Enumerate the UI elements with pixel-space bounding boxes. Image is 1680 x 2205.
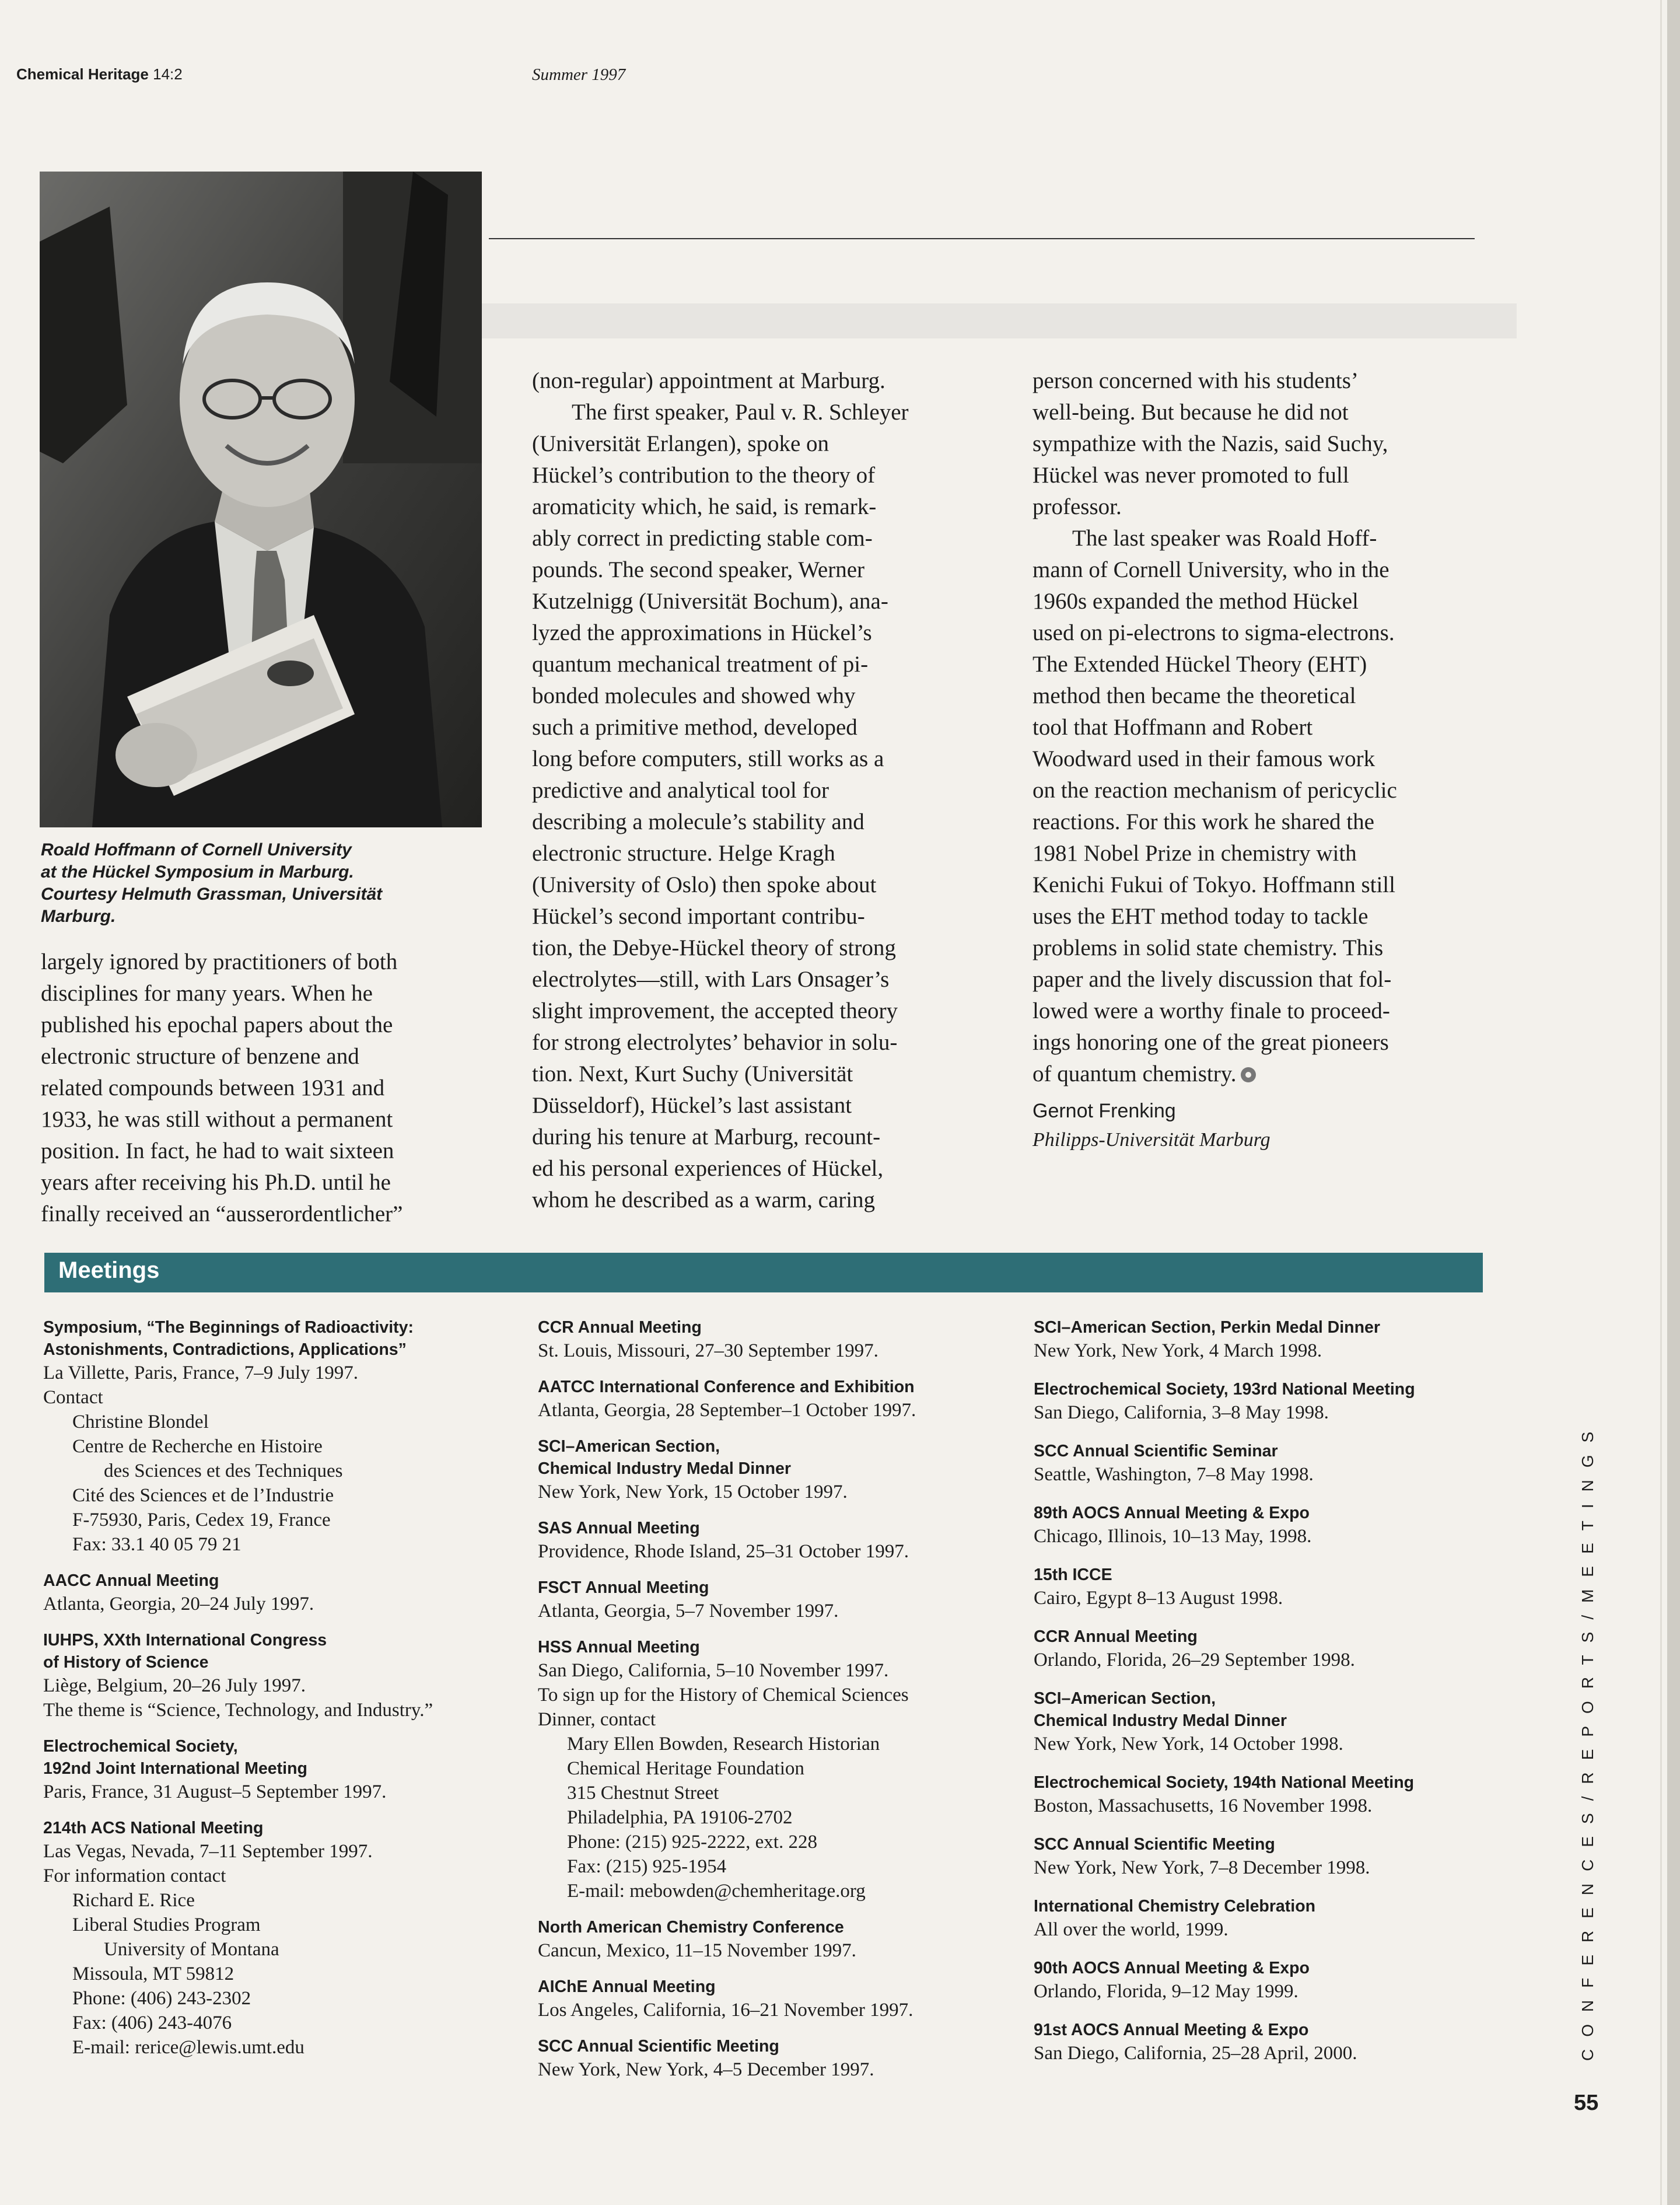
meeting-detail: Chicago, Illinois, 10–13 May, 1998. — [1034, 1526, 1312, 1547]
meeting-detail: Paris, France, 31 August–5 September 1997. — [43, 1781, 387, 1802]
article-line: bonded molecules and showed why — [532, 683, 856, 708]
meeting-entry — [1034, 1833, 1512, 1880]
meeting-title: Chemical Industry Medal Dinner — [1034, 1711, 1287, 1730]
meeting-entry — [538, 1376, 1016, 1423]
meeting-title: IUHPS, XXth International Congress — [43, 1631, 327, 1650]
article-line: for strong electrolytes’ behavior in solu- — [532, 1030, 898, 1055]
meeting-title: SCI–American Section, — [538, 1437, 720, 1456]
author-name: Gernot Frenking — [1032, 1100, 1176, 1122]
article-line: Hückel’s second important contribu- — [532, 904, 865, 929]
article-line: Hückel’s contribution to the theory of — [532, 463, 876, 488]
article-line: well-being. But because he did not — [1032, 400, 1349, 425]
meeting-detail: To sign up for the History of Chemical Sciences — [538, 1685, 909, 1706]
meeting-entry — [1034, 1502, 1512, 1549]
article-line-final — [1032, 1058, 1493, 1090]
article-line: Düsseldorf), Hückel’s last assistant — [532, 1093, 852, 1118]
article-line: finally received an “ausserordentlicher” — [41, 1201, 403, 1226]
caption-line: at the Hückel Symposium in Marburg. — [41, 862, 354, 882]
meetings-column-2 — [538, 1316, 1016, 2095]
article-line: electronic structure of benzene and — [41, 1044, 359, 1069]
meeting-detail: Fax: 33.1 40 05 79 21 — [72, 1534, 242, 1555]
article-line: largely ignored by practitioners of both — [41, 949, 398, 974]
meeting-entry — [43, 1735, 498, 1804]
meeting-title: SCC Annual Scientific Seminar — [1034, 1442, 1278, 1460]
meeting-title: 15th ICCE — [1034, 1565, 1112, 1584]
article-line: 1960s expanded the method Hückel — [1032, 589, 1359, 614]
meeting-detail: Orlando, Florida, 26–29 September 1998. — [1034, 1650, 1355, 1671]
meeting-title: North American Chemistry Conference — [538, 1918, 844, 1937]
meeting-entry — [538, 1435, 1016, 1504]
meeting-detail: F-75930, Paris, Cedex 19, France — [72, 1509, 331, 1530]
article-line-text: of quantum chemistry. — [1032, 1061, 1237, 1086]
meetings-column-3 — [1034, 1316, 1512, 2081]
article-line: position. In fact, he had to wait sixteen — [41, 1138, 394, 1163]
meeting-detail: Orlando, Florida, 9–12 May 1999. — [1034, 1981, 1298, 2002]
caption-line: Roald Hoffmann of Cornell University — [41, 840, 352, 859]
meeting-entry — [1034, 1316, 1512, 1363]
meeting-detail: Liège, Belgium, 20–26 July 1997. — [43, 1675, 306, 1696]
meeting-detail: Centre de Recherche en Histoire — [72, 1436, 323, 1457]
meeting-detail: Liberal Studies Program — [72, 1914, 261, 1935]
meeting-detail: E-mail: mebowden@chemheritage.org — [567, 1881, 866, 1902]
section-rule — [489, 238, 1475, 239]
meeting-detail: Boston, Massachusetts, 16 November 1998. — [1034, 1795, 1373, 1816]
meeting-detail: San Diego, California, 5–10 November 1997. — [538, 1660, 889, 1681]
meeting-detail: des Sciences et des Techniques — [104, 1460, 343, 1481]
article-line: whom he described as a warm, caring — [532, 1187, 876, 1212]
meeting-entry — [1034, 1440, 1512, 1487]
meeting-detail: St. Louis, Missouri, 27–30 September 1997. — [538, 1340, 878, 1361]
issue-season: Summer 1997 — [532, 65, 626, 84]
article-line: mann of Cornell University, who in the — [1032, 557, 1390, 582]
meeting-detail: Atlanta, Georgia, 5–7 November 1997. — [538, 1601, 839, 1622]
meeting-title: AATCC International Conference and Exhibition — [538, 1378, 915, 1396]
meeting-detail: Cité des Sciences et de l’Industrie — [72, 1485, 334, 1506]
article-line: The last speaker was Roald Hoff- — [1072, 526, 1377, 551]
article-line: published his epochal papers about the — [41, 1012, 393, 1037]
journal-name: Chemical Heritage — [16, 65, 149, 83]
caption-line: Courtesy Helmuth Grassman, Universität — [41, 885, 383, 904]
meeting-detail: For information contact — [43, 1865, 226, 1886]
meeting-detail: New York, New York, 7–8 December 1998. — [1034, 1857, 1370, 1878]
meeting-title: SCC Annual Scientific Meeting — [538, 2037, 779, 2056]
meeting-title: 89th AOCS Annual Meeting & Expo — [1034, 1504, 1310, 1522]
page-edge-highlight — [1660, 0, 1662, 2205]
article-line: predictive and analytical tool for — [532, 778, 829, 803]
article-column-1 — [41, 946, 484, 1230]
article-line: (non-regular) appointment at Marburg. — [532, 368, 886, 393]
article-line: uses the EHT method today to tackle — [1032, 904, 1368, 929]
article-line: (Universität Erlangen), spoke on — [532, 431, 830, 456]
meeting-detail: Chemical Heritage Foundation — [567, 1758, 804, 1779]
meeting-entry — [1034, 1771, 1512, 1818]
meeting-detail: E-mail: rerice@lewis.umt.edu — [72, 2037, 304, 2058]
meeting-title: Electrochemical Society, 194th National Meeting — [1034, 1773, 1415, 1792]
meeting-title: International Chemistry Celebration — [1034, 1897, 1316, 1916]
meeting-title: Symposium, “The Beginnings of Radioactivity: — [43, 1318, 414, 1337]
meeting-detail: Las Vegas, Nevada, 7–11 September 1997. — [43, 1841, 373, 1862]
article-line: long before computers, still works as a — [532, 746, 884, 771]
portrait-photo — [40, 172, 482, 827]
meeting-title: Electrochemical Society, — [43, 1737, 238, 1756]
meeting-entry — [538, 1916, 1016, 1963]
page-edge — [1667, 0, 1680, 2205]
meeting-entry — [43, 1316, 498, 1557]
article-line: used on pi-electrons to sigma-electrons. — [1032, 620, 1395, 645]
end-of-article-icon — [1241, 1067, 1256, 1082]
meeting-detail: 315 Chestnut Street — [567, 1783, 719, 1804]
page-number: 55 — [1574, 2091, 1599, 2115]
article-line: (University of Oslo) then spoke about — [532, 872, 877, 897]
meeting-title: SCC Annual Scientific Meeting — [1034, 1835, 1275, 1854]
article-line: person concerned with his students’ — [1032, 368, 1359, 393]
meeting-detail: Cairo, Egypt 8–13 August 1998. — [1034, 1588, 1283, 1609]
meeting-detail: Contact — [43, 1387, 103, 1408]
article-line: ed his personal experiences of Hückel, — [532, 1156, 884, 1181]
meeting-detail: University of Montana — [104, 1939, 279, 1960]
article-line: problems in solid state chemistry. This — [1032, 935, 1384, 960]
meeting-title: Astonishments, Contradictions, Applications” — [43, 1340, 407, 1359]
meeting-entry — [1034, 1378, 1512, 1425]
meeting-entry — [1034, 1626, 1512, 1672]
article-line: slight improvement, the accepted theory — [532, 998, 898, 1023]
meetings-heading-bar — [44, 1253, 1483, 1292]
caption-line: Marburg. — [41, 907, 116, 926]
article-line: 1933, he was still without a permanent — [41, 1107, 393, 1132]
meeting-detail: New York, New York, 4–5 December 1997. — [538, 2059, 874, 2080]
meeting-detail: The theme is “Science, Technology, and Industry.” — [43, 1700, 433, 1721]
article-line: electrolytes—still, with Lars Onsager’s — [532, 967, 890, 992]
article-line: sympathize with the Nazis, said Suchy, — [1032, 431, 1388, 456]
article-line: related compounds between 1931 and — [41, 1075, 385, 1100]
meeting-detail: Christine Blondel — [72, 1411, 209, 1432]
meeting-detail: Dinner, contact — [538, 1709, 656, 1730]
meeting-title: CCR Annual Meeting — [538, 1318, 702, 1337]
meetings-column-1 — [43, 1316, 498, 2073]
article-line: during his tenure at Marburg, recount- — [532, 1124, 881, 1149]
meeting-detail: Atlanta, Georgia, 28 September–1 October 1997. — [538, 1400, 916, 1421]
meeting-detail: San Diego, California, 3–8 May 1998. — [1034, 1402, 1329, 1423]
article-line: electronic structure. Helge Kragh — [532, 841, 835, 866]
meeting-detail: Fax: (406) 243-4076 — [72, 2012, 232, 2033]
meeting-detail: Los Angeles, California, 16–21 November 1997. — [538, 2000, 914, 2021]
article-line: 1981 Nobel Prize in chemistry with — [1032, 841, 1357, 866]
article-line: Hückel was never promoted to full — [1032, 463, 1349, 488]
meeting-detail: Fax: (215) 925-1954 — [567, 1856, 727, 1877]
article-line: lyzed the approximations in Hückel’s — [532, 620, 872, 645]
article-line: Kutzelnigg (Universität Bochum), ana- — [532, 589, 888, 614]
meeting-title: AIChE Annual Meeting — [538, 1977, 716, 1996]
article-line: quantum mechanical treatment of pi- — [532, 652, 869, 677]
meeting-title: HSS Annual Meeting — [538, 1638, 700, 1657]
meeting-detail: Cancun, Mexico, 11–15 November 1997. — [538, 1940, 856, 1961]
meeting-detail: Atlanta, Georgia, 20–24 July 1997. — [43, 1594, 314, 1615]
article-line: tion. Next, Kurt Suchy (Universität — [532, 1061, 853, 1086]
meeting-title: 90th AOCS Annual Meeting & Expo — [1034, 1959, 1310, 1977]
meeting-title: FSCT Annual Meeting — [538, 1578, 709, 1597]
meeting-detail: Richard E. Rice — [72, 1890, 195, 1911]
article-line: Kenichi Fukui of Tokyo. Hoffmann still — [1032, 872, 1395, 897]
meeting-entry — [538, 1577, 1016, 1623]
article-line: ably correct in predicting stable com- — [532, 526, 873, 551]
meeting-entry — [538, 1316, 1016, 1363]
article-line: aromaticity which, he said, is remark- — [532, 494, 877, 519]
article-line: describing a molecule’s stability and — [532, 809, 864, 834]
article-column-2 — [532, 365, 993, 1216]
meeting-detail: New York, New York, 15 October 1997. — [538, 1481, 848, 1502]
bleed-through-band — [478, 303, 1517, 338]
article-line: method then became the theoretical — [1032, 683, 1356, 708]
meeting-detail: New York, New York, 14 October 1998. — [1034, 1734, 1343, 1755]
meeting-title: 91st AOCS Annual Meeting & Expo — [1034, 2021, 1309, 2039]
meeting-detail: Phone: (406) 243-2302 — [72, 1988, 251, 2009]
meeting-title: Chemical Industry Medal Dinner — [538, 1459, 791, 1478]
article-line: pounds. The second speaker, Werner — [532, 557, 865, 582]
issue-number: 14:2 — [153, 65, 183, 83]
article-line: years after receiving his Ph.D. until he — [41, 1170, 391, 1195]
article-line: professor. — [1032, 494, 1122, 519]
photo-caption — [41, 839, 461, 928]
meeting-title: Electrochemical Society, 193rd National Meeting — [1034, 1380, 1415, 1399]
meeting-entry — [538, 1517, 1016, 1564]
meeting-detail: La Villette, Paris, France, 7–9 July 1997. — [43, 1362, 358, 1383]
meeting-title: SCI–American Section, — [1034, 1689, 1216, 1708]
meeting-entry — [1034, 1895, 1512, 1942]
meeting-entry — [43, 1570, 498, 1616]
article-line: reactions. For this work he shared the — [1032, 809, 1374, 834]
meeting-entry — [1034, 2019, 1512, 2066]
meeting-detail: San Diego, California, 25–28 April, 2000. — [1034, 2043, 1357, 2064]
meeting-title: of History of Science — [43, 1653, 209, 1672]
section-label-vertical: CONFERENCES/REPORTS/MEETINGS — [1578, 1419, 1597, 2061]
meeting-entry — [43, 1629, 498, 1722]
meeting-detail: All over the world, 1999. — [1034, 1919, 1228, 1940]
meeting-detail: Mary Ellen Bowden, Research Historian — [567, 1734, 880, 1755]
article-line: on the reaction mechanism of pericyclic — [1032, 778, 1397, 803]
article-column-3 — [1032, 365, 1493, 1153]
article-line: paper and the lively discussion that fol- — [1032, 967, 1392, 992]
meeting-detail: Philadelphia, PA 19106-2702 — [567, 1807, 793, 1828]
meeting-entry — [1034, 1687, 1512, 1756]
meeting-title: SAS Annual Meeting — [538, 1519, 700, 1537]
author-affiliation: Philipps-Universität Marburg — [1032, 1129, 1270, 1151]
meeting-detail: Seattle, Washington, 7–8 May 1998. — [1034, 1464, 1314, 1485]
meeting-detail: Phone: (215) 925-2222, ext. 228 — [567, 1832, 817, 1853]
meeting-entry — [1034, 1564, 1512, 1610]
meeting-title: CCR Annual Meeting — [1034, 1627, 1198, 1646]
article-line: The Extended Hückel Theory (EHT) — [1032, 652, 1367, 677]
meeting-title: 192nd Joint International Meeting — [43, 1759, 307, 1778]
meeting-detail: New York, New York, 4 March 1998. — [1034, 1340, 1322, 1361]
meeting-entry — [43, 1817, 498, 2060]
meeting-title: SCI–American Section, Perkin Medal Dinner — [1034, 1318, 1380, 1337]
meetings-heading: Meetings — [58, 1257, 160, 1283]
meeting-entry — [1034, 1957, 1512, 2004]
meeting-entry — [538, 1636, 1016, 1903]
article-line: Woodward used in their famous work — [1032, 746, 1376, 771]
article-line: tion, the Debye-Hückel theory of strong — [532, 935, 896, 960]
running-header — [16, 65, 183, 83]
meeting-title: 214th ACS National Meeting — [43, 1819, 264, 1837]
article-line: lowed were a worthy finale to proceed- — [1032, 998, 1390, 1023]
article-line: such a primitive method, developed — [532, 715, 858, 740]
meeting-entry — [538, 1976, 1016, 2022]
meeting-title: AACC Annual Meeting — [43, 1571, 219, 1590]
article-line: The first speaker, Paul v. R. Schleyer — [572, 400, 909, 425]
article-line: ings honoring one of the great pioneers — [1032, 1030, 1389, 1055]
article-line: disciplines for many years. When he — [41, 981, 373, 1006]
meeting-detail: Missoula, MT 59812 — [72, 1963, 235, 1984]
article-line: tool that Hoffmann and Robert — [1032, 715, 1313, 740]
meeting-detail: Providence, Rhode Island, 25–31 October 1997. — [538, 1541, 909, 1562]
meeting-entry — [538, 2035, 1016, 2082]
